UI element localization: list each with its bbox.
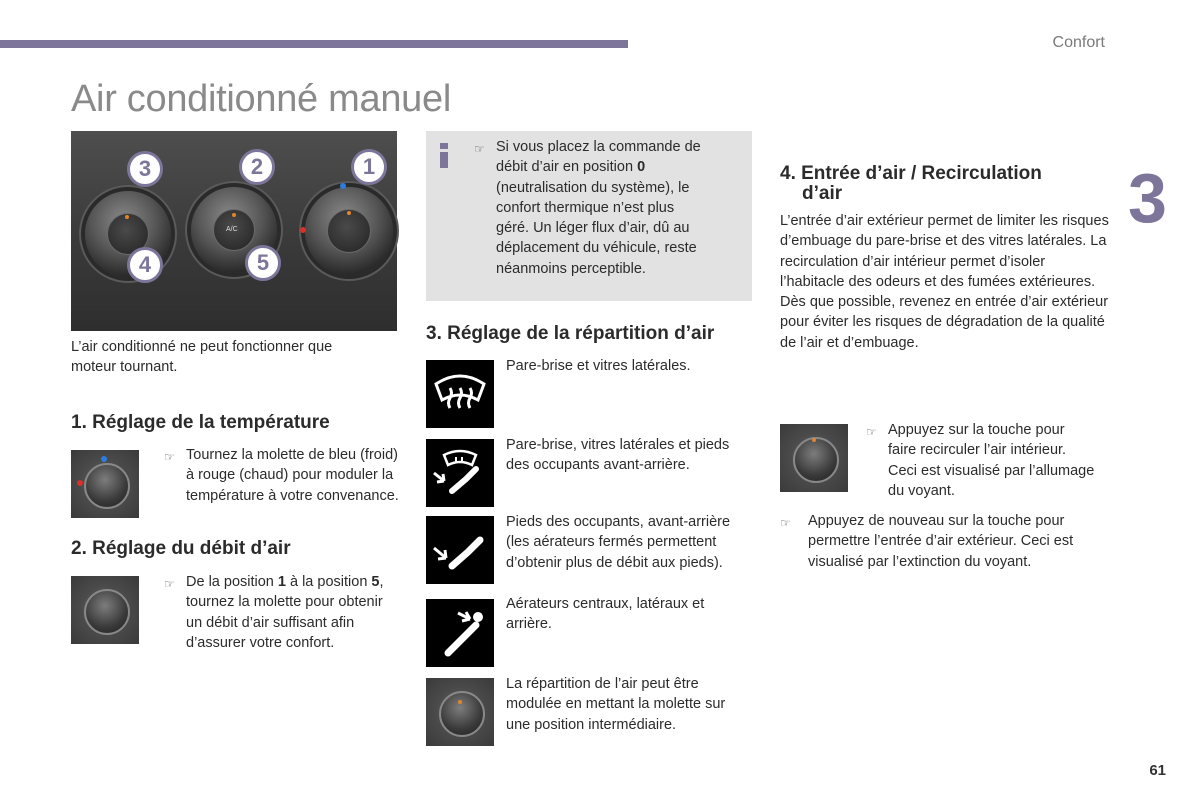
badge-1: 1 <box>351 149 387 185</box>
airflow-bullet-text: De la position 1 à la position 5, tournez la molette pour obtenir un débit d’air suffisant afin d’assurer votre confort. <box>186 574 384 651</box>
info-icon <box>440 143 450 168</box>
airflow-knob-thumbnail <box>71 576 139 644</box>
temperature-knob-thumbnail <box>71 450 139 518</box>
mode-4-text: Aérateurs centraux, latéraux et arrière. <box>506 596 705 633</box>
windscreen-feet-icon <box>426 439 494 507</box>
info-text: Si vous placez la commande de débit d’air en position 0 (neutralisation du système), le confort thermique n’est plus géré. Un léger flux d’air, dû au déplacement du véhicule, reste néanmoins perceptible. <box>496 139 701 277</box>
distribution-heading: 3. Réglage de la répartition d’air <box>426 323 715 344</box>
temperature-bullet <box>164 445 400 506</box>
mode-2-text: Pare-brise, vitres latérales et pieds des occupants avant-arrière. <box>506 437 730 474</box>
section-name: Confort <box>1052 34 1105 51</box>
info-bullet <box>474 137 704 279</box>
recirculation-bullet-2 <box>780 511 1106 572</box>
recirculation-bullet-1-text: Appuyez sur la touche pour faire recirculer l’air intérieur. Ceci est visualisé par l’allumage du voyant. <box>888 422 1095 499</box>
ac-label: A/C <box>226 226 238 233</box>
feet-icon <box>426 516 494 584</box>
header-accent-bar <box>0 40 628 48</box>
windscreen-demist-icon <box>426 360 494 428</box>
badge-4: 4 <box>127 247 163 283</box>
badge-2: 2 <box>239 149 275 185</box>
recirculation-heading: 4. Entrée d’air / Recirculation d’air <box>780 163 1042 204</box>
distribution-knob-icon <box>426 678 494 746</box>
bullet-icon: ☞ <box>474 142 485 156</box>
panel-caption: L’air conditionné ne peut fonctionner que moteur tournant. <box>71 339 333 376</box>
bullet-icon: ☞ <box>866 425 877 439</box>
badge-5: 5 <box>245 245 281 281</box>
airflow-bullet <box>164 572 400 653</box>
mode-3-text: Pieds des occupants, avant-arrière (les aérateurs fermés permettent d’obtenir plus de débit aux pieds). <box>506 514 731 571</box>
recirculation-button-thumbnail <box>780 424 848 492</box>
info-box <box>426 131 752 301</box>
badge-3: 3 <box>127 151 163 187</box>
temperature-bullet-text: Tournez la molette de bleu (froid) à rouge (chaud) pour moduler la température à votre convenance. <box>186 447 399 504</box>
mode-5-text: La répartition de l’air peut être modulée en mettant la molette sur une position intermédiaire. <box>506 676 726 733</box>
control-panel-photo <box>71 131 397 331</box>
temperature-heading: 1. Réglage de la température <box>71 412 330 433</box>
page-number: 61 <box>1149 762 1166 779</box>
page-title: Air conditionné manuel <box>71 78 451 120</box>
bullet-icon: ☞ <box>164 450 175 464</box>
bullet-icon: ☞ <box>780 516 791 530</box>
temperature-knob <box>305 187 393 275</box>
bullet-icon: ☞ <box>164 577 175 591</box>
face-vents-icon <box>426 599 494 667</box>
chapter-number: 3 <box>1128 159 1167 237</box>
mode-1-text: Pare-brise et vitres latérales. <box>506 358 691 374</box>
recirculation-bullet-1 <box>866 420 1096 501</box>
recirculation-paragraph: L’entrée d’air extérieur permet de limiter les risques d’embuage du pare-brise et des vitres latérales. La recirculation d’air intérieur permet d’isoler l’habitacle des odeurs et des fumées extérieures. Dès que possible, revenez en entrée d’air extérieur pour éviter les risques de dégradation de la qualité de l’air et d’embuage. <box>780 213 1109 351</box>
airflow-heading: 2. Réglage du débit d’air <box>71 538 291 559</box>
recirculation-bullet-2-text: Appuyez de nouveau sur la touche pour permettre l’entrée d’air extérieur. Ceci est visualisé par l’extinction du voyant. <box>808 513 1074 570</box>
